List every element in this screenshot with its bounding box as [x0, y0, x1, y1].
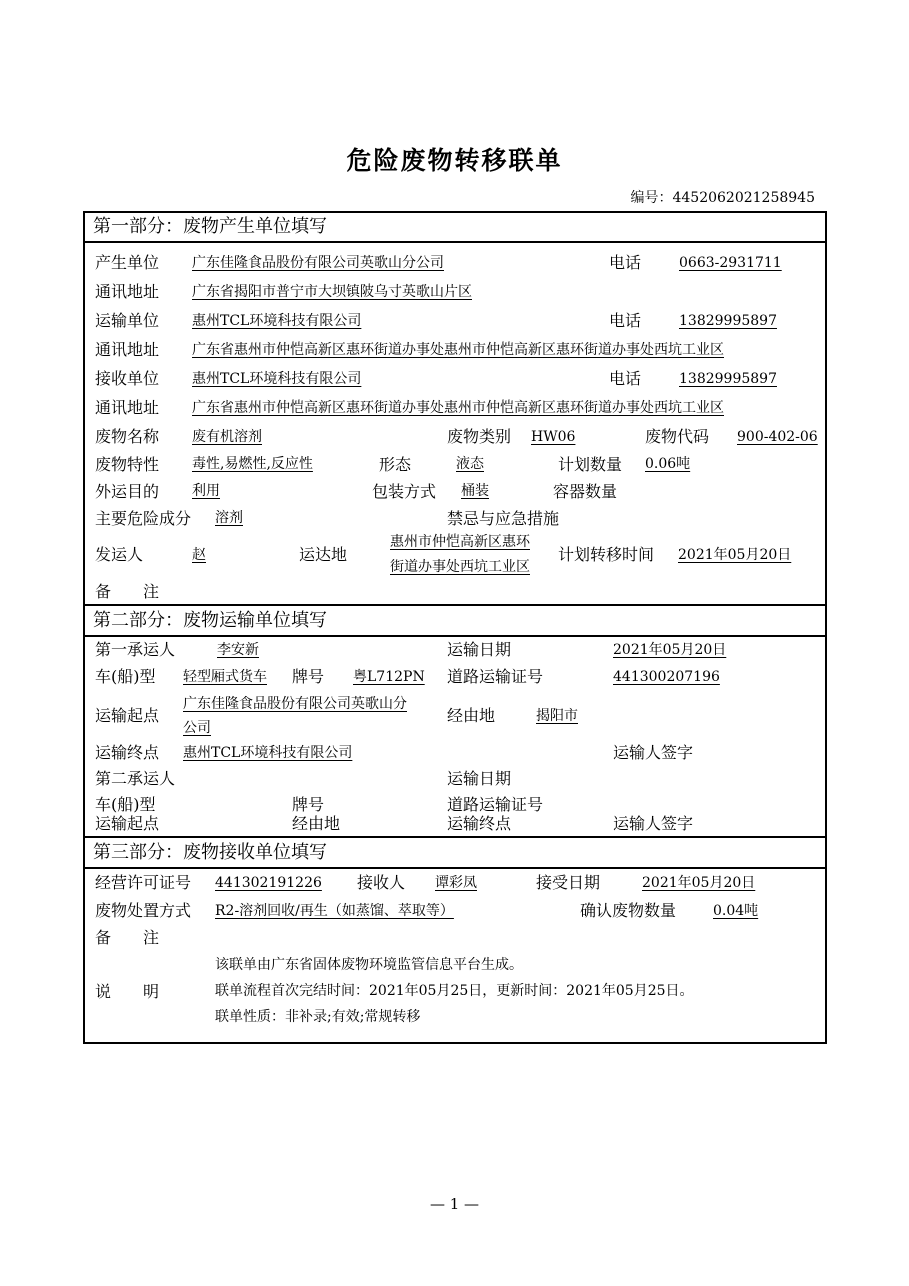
end1-label: 运输终点 — [95, 743, 160, 762]
row-producer-address — [85, 278, 825, 306]
recipient-value: 谭彩凤 — [435, 875, 477, 891]
confirmed-qty-value: 0.04吨 — [713, 903, 759, 919]
part1-header-title: 第一部分：废物产生单位填写 — [93, 216, 327, 237]
page-title: 危险废物转移联单 — [346, 146, 563, 175]
phone1-value: 0663-2931711 — [679, 255, 782, 271]
carrier1-label: 第一承运人 — [95, 640, 176, 659]
waste-property-value: 毒性,易燃性,反应性 — [192, 456, 313, 472]
row-vehicle1 — [85, 663, 825, 691]
origin1-value: 广东佳隆食品股份有限公司英歌山分公司 — [183, 696, 407, 736]
confirmed-qty-label: 确认废物数量 — [580, 901, 677, 920]
receiver-label: 接收单位 — [95, 369, 160, 388]
row-waste-name — [85, 423, 825, 451]
serial-value: 4452062021258945 — [672, 190, 815, 206]
phone2-label: 电话 — [609, 311, 642, 330]
recipient-label: 接收人 — [357, 873, 406, 892]
vehicle-type1-value: 轻型厢式货车 — [183, 669, 267, 685]
packaging-label: 包装方式 — [372, 482, 437, 501]
receiver-value: 惠州TCL环境科技有限公司 — [192, 371, 362, 387]
origin1-label: 运输起点 — [95, 706, 160, 725]
transfer-time-value: 2021年05月20日 — [678, 547, 792, 563]
address3-value: 广东省惠州市仲恺高新区惠环街道办事处惠州市仲恺高新区惠环街道办事处西坑工业区 — [192, 400, 724, 416]
road-license1-value: 441300207196 — [613, 669, 720, 685]
packaging-value: 桶装 — [461, 483, 489, 499]
row-carrier2 — [85, 766, 825, 792]
note-line-2: 联单流程首次完结时间：2021年05月25日，更新时间：2021年05月25日。 — [215, 983, 694, 999]
disposal-method-label: 废物处置方式 — [95, 901, 192, 920]
plate1-value: 粤L712PN — [353, 669, 425, 685]
address2-label: 通讯地址 — [95, 340, 160, 359]
road-license2-label: 道路运输证号 — [447, 795, 544, 814]
destination-label: 运达地 — [299, 545, 348, 564]
accept-date-value: 2021年05月20日 — [642, 875, 756, 891]
form-label: 形态 — [379, 455, 412, 474]
row-origin1 — [85, 692, 825, 740]
via2-label: 经由地 — [292, 814, 341, 833]
row-end1 — [85, 740, 825, 766]
part3-header-title: 第三部分：废物接收单位填写 — [93, 842, 327, 863]
origin2-label: 运输起点 — [95, 814, 160, 833]
waste-property-label: 废物特性 — [95, 455, 160, 474]
sign2-label: 运输人签字 — [613, 814, 694, 833]
carrier2-label: 第二承运人 — [95, 769, 176, 788]
transporter-value: 惠州TCL环境科技有限公司 — [192, 313, 362, 329]
serial-number-line — [630, 187, 815, 207]
waste-name-label: 废物名称 — [95, 427, 160, 446]
plate2-label: 牌号 — [292, 795, 325, 814]
row-receiver-address — [85, 394, 825, 422]
purpose-label: 外运目的 — [95, 482, 160, 501]
part3-header — [85, 836, 825, 869]
waste-code-label: 废物代码 — [645, 427, 710, 446]
waste-code-value: 900-402-06 — [737, 429, 818, 445]
part2-header — [85, 604, 825, 637]
phone3-label: 电话 — [609, 369, 642, 388]
form-value: 液态 — [456, 456, 484, 472]
container-qty-label: 容器数量 — [553, 482, 618, 501]
notes-label: 说 明 — [95, 982, 160, 1001]
accept-date-label: 接受日期 — [536, 873, 601, 892]
row-disposal — [85, 897, 825, 925]
address1-label: 通讯地址 — [95, 282, 160, 301]
sign1-label: 运输人签字 — [613, 743, 694, 762]
consignor-value: 赵 — [192, 547, 206, 563]
permit-label: 经营许可证号 — [95, 873, 192, 892]
part1-remark-label: 备 注 — [95, 582, 160, 601]
note-line-1: 该联单由广东省固体废物环境监管信息平台生成。 — [215, 957, 523, 973]
destination-value: 惠州市仲恺高新区惠环街道办事处西坑工业区 — [390, 534, 530, 575]
row-origin2 — [85, 811, 825, 836]
part1-header — [85, 213, 825, 243]
purpose-value: 利用 — [192, 483, 220, 499]
planned-qty-value: 0.06吨 — [645, 456, 691, 472]
row-carrier1 — [85, 636, 825, 664]
row-permit — [85, 869, 825, 897]
taboo-measures-label: 禁忌与应急措施 — [447, 509, 560, 528]
waste-name-value: 废有机溶剂 — [192, 429, 262, 445]
producer-value: 广东佳隆食品股份有限公司英歌山分公司 — [192, 255, 444, 271]
row-receiver — [85, 365, 825, 393]
row-consignor — [85, 529, 825, 581]
transport-date2-label: 运输日期 — [447, 769, 512, 788]
via1-label: 经由地 — [447, 706, 496, 725]
row-part3-remark — [85, 925, 825, 951]
phone1-label: 电话 — [609, 253, 642, 272]
row-purpose — [85, 478, 825, 505]
part2-header-title: 第二部分：废物运输单位填写 — [93, 610, 327, 631]
transporter-label: 运输单位 — [95, 311, 160, 330]
disposal-method-value: R2-溶剂回收/再生（如蒸馏、萃取等） — [215, 903, 454, 919]
address2-value: 广东省惠州市仲恺高新区惠环街道办事处惠州市仲恺高新区惠环街道办事处西坑工业区 — [192, 342, 724, 358]
row-transporter-address — [85, 336, 825, 364]
vehicle-type2-label: 车(船)型 — [95, 795, 156, 814]
end2-label: 运输终点 — [447, 814, 512, 833]
row-waste-property — [85, 451, 825, 478]
hazard-component-value: 溶剂 — [215, 510, 243, 526]
end1-value: 惠州TCL环境科技有限公司 — [183, 745, 353, 761]
plate1-label: 牌号 — [292, 667, 325, 686]
planned-qty-label: 计划数量 — [558, 455, 623, 474]
page-number: — 1 — — [429, 1195, 480, 1213]
waste-category-label: 废物类别 — [447, 427, 512, 446]
row-part1-remark — [85, 579, 825, 605]
manifest-table — [83, 211, 827, 1044]
phone3-value: 13829995897 — [679, 371, 777, 387]
vehicle-type1-label: 车(船)型 — [95, 667, 156, 686]
permit-value: 441302191226 — [215, 875, 322, 891]
road-license1-label: 道路运输证号 — [447, 667, 544, 686]
row-transporter — [85, 307, 825, 335]
part3-remark-label: 备 注 — [95, 928, 160, 947]
consignor-label: 发运人 — [95, 545, 144, 564]
waste-category-value: HW06 — [531, 429, 576, 445]
producer-label: 产生单位 — [95, 253, 160, 272]
note-line-3: 联单性质：非补录;有效;常规转移 — [215, 1009, 421, 1025]
serial-label: 编号： — [630, 190, 673, 206]
phone2-value: 13829995897 — [679, 313, 777, 329]
carrier1-value: 李安新 — [217, 642, 259, 658]
via1-value: 揭阳市 — [536, 708, 578, 724]
transport-date1-label: 运输日期 — [447, 640, 512, 659]
address3-label: 通讯地址 — [95, 398, 160, 417]
transport-date1-value: 2021年05月20日 — [613, 642, 727, 658]
transfer-time-label: 计划转移时间 — [558, 545, 655, 564]
row-producer — [85, 249, 825, 277]
hazard-component-label: 主要危险成分 — [95, 509, 192, 528]
row-notes — [85, 952, 825, 1032]
address1-value: 广东省揭阳市普宁市大坝镇陂乌寸英歌山片区 — [192, 284, 472, 300]
row-hazard-component — [85, 505, 825, 532]
